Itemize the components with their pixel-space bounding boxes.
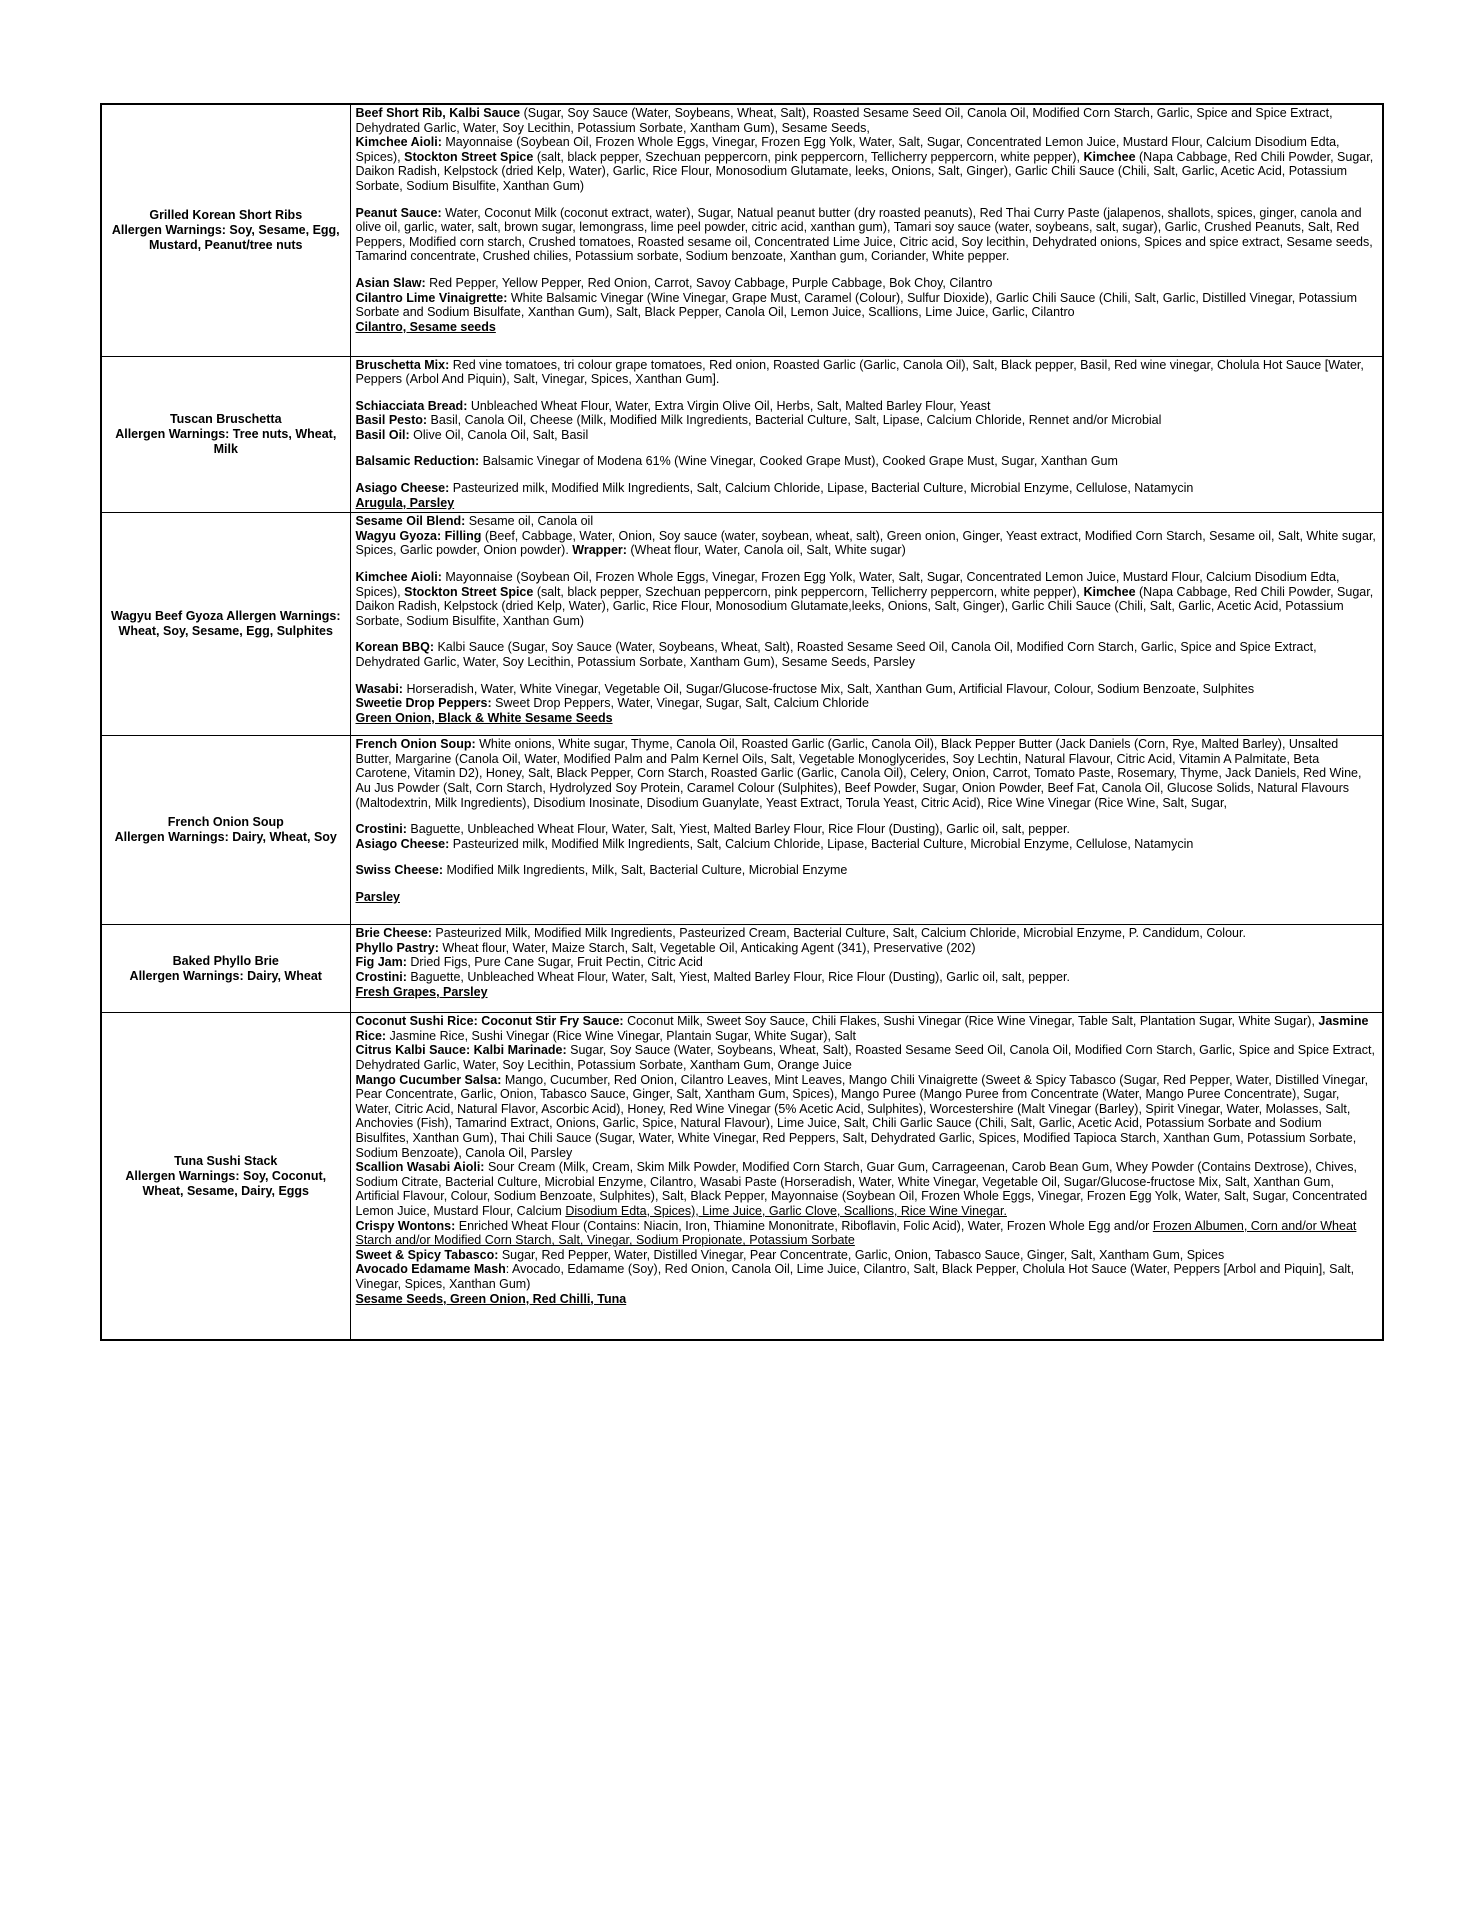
text-run: Fresh Grapes, Parsley: [355, 984, 488, 999]
text-run: Arugula, Parsley: [355, 495, 455, 510]
ingredient-paragraph: [356, 428, 1378, 443]
text-run: Baguette, Unbleached Wheat Flour, Water, Salt, Yiest, Malted Barley Flour, Rice Flour (Dusting), Garlic oil, salt, pepper.: [406, 970, 1070, 985]
dish-cell: [101, 356, 350, 513]
text-run: Brie Cheese:: [355, 926, 432, 941]
text-run: Sesame Oil Blend:: [355, 514, 466, 529]
text-run: Red vine tomatoes, tri colour grape tomatoes, Red onion, Roasted Garlic (Garlic, Canola Oil), Salt, Black pepper, Basil, Red wine vinegar, Cholula Hot Sauce [Water, Peppers (Arbol And Piquin), Salt, Vinegar, Spices, Xanthan Gum].: [355, 357, 1364, 387]
dish-allergens: Allergen Warnings: Soy, Coconut, Wheat, Sesame, Dairy, Eggs: [125, 1168, 327, 1198]
ingredient-paragraph: [356, 1248, 1378, 1263]
text-run: Basil, Canola Oil, Cheese (Milk, Modified Milk Ingredients, Bacterial Culture, Salt, Lipase, Calcium Chloride, Rennet and/or Microbial: [427, 413, 1162, 428]
ingredient-paragraph: [356, 1014, 1378, 1043]
ingredient-paragraph: [356, 291, 1378, 320]
text-run: Sugar, Red Pepper, Water, Distilled Vinegar, Pear Concentrate, Garlic, Onion, Tabasco Sauce, Ginger, Salt, Xantham Gum, Spices: [498, 1247, 1225, 1262]
ingredient-paragraph: [356, 135, 1378, 193]
text-run: Green Onion, Black & White Sesame Seeds: [355, 710, 613, 725]
dish-cell: [101, 736, 350, 925]
text-run: (Napa Cabbage, Red Chili Powder, Sugar, Daikon Radish, Kelpstock (dried Kelp, Water), Garlic, Rice Flour, Monosodium Glutamate,leeks, Onions, Salt, Ginger), Garlic Chili Sauce (Chili, Salt, Garlic, Acetic Acid, Potassium Sorbate, Sodium Bisulfite, Xanthan Gum): [355, 584, 1374, 628]
text-run: (Wheat flour, Water, Canola oil, Salt, White sugar): [626, 543, 906, 558]
text-run: Schiacciata Bread:: [355, 398, 468, 413]
ingredient-paragraph: [356, 1073, 1378, 1161]
text-run: Water, Coconut Milk (coconut extract, water), Sugar, Natual peanut butter (dry roasted peanuts), Red Thai Curry Paste (jalapenos, shallots, spices, ginger, canola and olive oil, garlic, water, salt, brown sugar, lemongrass, lime peel powder, citric acid, xanthan gum), Tamari soy sauce (water, soybeans, salt, sugar), Garlic, Crushed Peanuts, Salt, Red Peppers, Modified corn starch, Crushed tomatoes, Roasted sesame oil, Concentrated Lime Juice, Citric acid, Soy lecithin, Dehydrated onions, Spices and spice extract, Sesame seeds, Tamarind concentrate, Crushed chilies, Potassium sorbate, Sodium benzoate, Xanthan gum, Coriander, White pepper.: [355, 205, 1373, 264]
text-run: Sesame oil, Canola oil: [465, 514, 594, 529]
text-run: Jasmine Rice, Sushi Vinegar (Rice Wine Vinegar, Plantain Sugar, White Sugar), Salt: [386, 1028, 856, 1043]
menu-row: [101, 104, 1383, 356]
ingredient-paragraph: [356, 1292, 1378, 1307]
text-run: Unbleached Wheat Flour, Water, Extra Virgin Olive Oil, Herbs, Salt, Malted Barley Flour, Yeast: [467, 398, 991, 413]
text-run: Crostini:: [355, 822, 407, 837]
ingredient-paragraph: [356, 413, 1378, 428]
dish-cell: [101, 104, 350, 356]
ingredient-paragraph: [356, 890, 1378, 905]
ingredient-paragraph: [356, 481, 1378, 496]
text-run: Wagyu Gyoza: Filling: [355, 528, 482, 543]
text-run: Wrapper:: [572, 543, 627, 558]
text-run: : Avocado, Edamame (Soy), Red Onion, Canola Oil, Lime Juice, Cilantro, Salt, Black Pepper, Cholula Hot Sauce (Water, Peppers [Arbol and Piquin], Salt, Vinegar, Spices, Xanthan Gum): [355, 1262, 1355, 1291]
ingredient-paragraph: [356, 737, 1378, 810]
ingredient-paragraph: [356, 570, 1378, 628]
ingredient-paragraph: [356, 1219, 1378, 1248]
text-run: Disodium Edta, Spices), Lime Juice, Garlic Clove, Scallions, Rice Wine Vinegar.: [565, 1203, 1007, 1218]
ingredient-paragraph: [356, 837, 1378, 852]
text-run: Mango, Cucumber, Red Onion, Cilantro Leaves, Mint Leaves, Mango Chili Vinaigrette (Sweet & Spicy Tabasco (Sugar, Red Pepper, Water, Distilled Vinegar, Pear Concentrate, Garlic, Onion, Tabasco Sauce, Ginger, Salt, Xantham Gum, Spices), Mango Puree (Mango Puree from Concentrate (Water, Mango Puree Concentrate), Sugar, Water, Citric Acid, Natural Flavor, Ascorbic Acid), Honey, Red Wine Vinegar (5% Acetic Acid, Sulphites), Worcestershire (Malt Vinegar (Barley), Spirit Vinegar, Water, Molasses, Salt, Anchovies (Fish), Tamarind Extract, Onions, Garlic, Spice, Natural Flavour), Lime Juice, Salt, Chili Garlic Sauce (Chili, Salt, Garlic, Acetic Acid, Potassium Sorbate and Sodium Bisulfites, Xanthan Gum), Thai Chili Sauce (Sugar, Water, White Vinegar, Red Peppers, Salt, Dehydrated Garlic, Spices, Modified Tapioca Starch, Xanthan Gum, Potassium Sorbate, Sodium Benzoate), Canola Oil, Parsley: [355, 1072, 1369, 1160]
ingredients-cell: [350, 356, 1383, 513]
text-run: Mayonnaise (Soybean Oil, Frozen Whole Eggs, Vinegar, Frozen Egg Yolk, Water, Salt, Sugar, Concentrated Lemon Juice, Mustard Flour, Calcium Disodium Edta, Spices),: [355, 135, 1340, 164]
ingredient-paragraph: [356, 454, 1378, 469]
ingredient-paragraph: [356, 399, 1378, 414]
text-run: (salt, black pepper, Szechuan peppercorn, pink peppercorn, Tellicherry peppercorn, white pepper),: [533, 149, 1084, 164]
text-run: Peanut Sauce:: [355, 205, 442, 220]
dish-allergens: Allergen Warnings: Soy, Sesame, Egg, Mustard, Peanut/tree nuts: [111, 222, 340, 252]
text-run: (salt, black pepper, Szechuan peppercorn, pink peppercorn, Tellicherry peppercorn, white pepper),: [533, 584, 1084, 599]
text-run: Sugar, Soy Sauce (Water, Soybeans, Wheat, Salt), Roasted Sesame Seed Oil, Canola Oil, Modified Corn Starch, Garlic, Spice and Spice Extract, Dehydrated Garlic, Water, Soy Lecithin, Potassium Sorbate, Xantham Gum, Orange Juice: [355, 1043, 1375, 1073]
ingredient-paragraph: [356, 926, 1378, 941]
menu-row: [101, 356, 1383, 513]
text-run: Coconut Milk, Sweet Soy Sauce, Chili Flakes, Sushi Vinegar (Rice Wine Vinegar, Table Salt, Plantation Sugar, White Sugar),: [623, 1014, 1319, 1029]
ingredient-paragraph: [356, 640, 1378, 669]
dish-cell: [101, 925, 350, 1013]
ingredient-paragraph: [356, 276, 1378, 291]
ingredient-paragraph: [356, 941, 1378, 956]
text-run: Mayonnaise (Soybean Oil, Frozen Whole Eggs, Vinegar, Frozen Egg Yolk, Water, Salt, Sugar, Concentrated Lemon Juice, Mustard Flour, Calcium Disodium Edta, Spices),: [355, 570, 1340, 599]
dish-name: Grilled Korean Short Ribs: [149, 207, 303, 222]
text-run: Coconut Sushi Rice: Coconut Stir Fry Sauce:: [355, 1014, 624, 1029]
text-run: Mango Cucumber Salsa:: [355, 1072, 502, 1087]
text-run: Swiss Cheese:: [355, 863, 444, 878]
ingredients-cell: [350, 513, 1383, 736]
menu-table-body: [101, 104, 1383, 1340]
dish-cell: [101, 513, 350, 736]
text-run: Citrus Kalbi Sauce: Kalbi Marinade:: [355, 1043, 567, 1058]
dish-allergens: Allergen Warnings: Dairy, Wheat: [129, 968, 322, 983]
text-run: Frozen Albumen, Corn and/or Wheat Starch and/or Modified Corn Starch, Salt, Vinegar, Sodium Propionate, Potassium Sorbate: [355, 1218, 1357, 1248]
ingredient-paragraph: [356, 514, 1378, 529]
ingredient-paragraph: [356, 206, 1378, 264]
text-run: Balsamic Vinegar of Modena 61% (Wine Vinegar, Cooked Grape Must), Cooked Grape Must, Sugar, Xanthan Gum: [479, 454, 1118, 469]
dish-name: Tuna Sushi Stack: [174, 1153, 278, 1168]
dish-allergens: Allergen Warnings: Tree nuts, Wheat, Milk: [115, 426, 337, 456]
dish-cell: [101, 1013, 350, 1340]
text-run: Wasabi:: [355, 681, 403, 696]
text-run: Asiago Cheese:: [355, 481, 450, 496]
dish-name: French Onion Soup: [167, 815, 284, 830]
ingredient-paragraph: [356, 985, 1378, 1000]
text-run: Parsley: [355, 890, 400, 904]
dish-allergens: Allergen Warnings: Wheat, Soy, Sesame, Egg, Sulphites: [118, 609, 341, 639]
menu-row: [101, 513, 1383, 736]
menu-row: [101, 1013, 1383, 1340]
text-run: Red Pepper, Yellow Pepper, Red Onion, Carrot, Savoy Cabbage, Purple Cabbage, Bok Choy, Cilantro: [425, 275, 993, 290]
ingredient-paragraph: [356, 320, 1378, 335]
text-run: Asiago Cheese:: [355, 836, 450, 851]
ingredient-paragraph: [356, 682, 1378, 697]
text-run: Basil Oil:: [355, 427, 410, 442]
text-run: Asian Slaw:: [355, 275, 426, 290]
text-run: Kimchee Aioli:: [355, 135, 442, 150]
dish-allergens: Allergen Warnings: Dairy, Wheat, Soy: [114, 830, 337, 845]
text-run: Kalbi Sauce (Sugar, Soy Sauce (Water, Soybeans, Wheat, Salt), Roasted Sesame Seed Oil, Canola Oil, Modified Corn Starch, Garlic, Spice and Spice Extract, Dehydrated Garlic, Water, Soy Lecithin, Potassium Sorbate, Xantham Gum), Sesame Seeds, Parsley: [355, 640, 1317, 669]
dish-name: Wagyu Beef Gyoza: [111, 609, 224, 624]
ingredient-paragraph: [356, 1160, 1378, 1218]
ingredient-paragraph: [356, 496, 1378, 511]
ingredient-paragraph: [356, 106, 1378, 135]
text-run: (Sugar, Soy Sauce (Water, Soybeans, Wheat, Salt), Roasted Sesame Seed Oil, Canola Oil, Modified Corn Starch, Garlic, Spice and Spice Extract, Dehydrated Garlic, Water, Soy Lecithin, Potassium Sorbate, Xantham Gum), Sesame Seeds,: [355, 106, 1333, 135]
text-run: Baguette, Unbleached Wheat Flour, Water, Salt, Yiest, Malted Barley Flour, Rice Flour (Dusting), Garlic oil, salt, pepper.: [406, 822, 1070, 837]
text-run: Sour Cream (Milk, Cream, Skim Milk Powder, Modified Corn Starch, Guar Gum, Carrageenan, Carob Bean Gum, Whey Powder (Contains Dextrose), Chives, Sodium Citrate, Bacterial Culture, Microbial Enzyme, Cilantro, Wasabi Paste (Horseradish, Water, White Vinegar, Vegetable Oil, Sugar/Glucose-fructose Mix, Salt, Xanthan Gum, Artificial Flavour, Colour, Sodium Benzoate, Sulphites), Salt, Black Pepper, Mayonnaise (Soybean Oil, Frozen Whole Eggs, Vinegar, Frozen Egg Yolk, Water, Salt, Sugar, Concentrated Lemon Juice, Mustard Flour, Calcium: [355, 1160, 1368, 1218]
ingredient-paragraph: [356, 711, 1378, 726]
text-run: Basil Pesto:: [355, 413, 428, 428]
text-run: Dried Figs, Pure Cane Sugar, Fruit Pectin, Citric Acid: [406, 955, 703, 970]
text-run: Balsamic Reduction:: [355, 454, 480, 469]
text-run: Jasmine Rice:: [355, 1014, 1369, 1043]
text-run: Pasteurized milk, Modified Milk Ingredients, Salt, Calcium Chloride, Lipase, Bacterial Culture, Microbial Enzyme, Cellulose, Natamycin: [449, 481, 1194, 496]
text-run: Bruschetta Mix:: [355, 357, 450, 372]
ingredient-paragraph: [356, 822, 1378, 837]
text-run: Beef Short Rib, Kalbi Sauce: [355, 106, 524, 120]
text-run: Modified Milk Ingredients, Milk, Salt, Bacterial Culture, Microbial Enzyme: [443, 863, 848, 878]
ingredient-paragraph: [356, 863, 1378, 878]
text-run: Fig Jam:: [355, 955, 407, 970]
ingredient-paragraph: [356, 529, 1378, 558]
ingredients-cell: [350, 104, 1383, 356]
text-run: Olive Oil, Canola Oil, Salt, Basil: [409, 427, 589, 442]
text-run: Stockton Street Spice: [404, 149, 534, 164]
text-run: Pasteurized Milk, Modified Milk Ingredients, Pasteurized Cream, Bacterial Culture, Salt, Calcium Chloride, Microbial Enzyme, P. Candidum, Colour.: [431, 926, 1246, 941]
menu-row: [101, 925, 1383, 1013]
text-run: Kimchee Aioli:: [355, 570, 442, 585]
allergen-menu-table: [100, 103, 1384, 1341]
ingredient-paragraph: [356, 955, 1378, 970]
text-run: Avocado Edamame Mash: [355, 1262, 506, 1277]
dish-name: Baked Phyllo Brie: [172, 953, 279, 968]
menu-row: [101, 736, 1383, 925]
text-run: Wheat flour, Water, Maize Starch, Salt, Vegetable Oil, Anticaking Agent (341), Preservative (202): [438, 940, 976, 955]
text-run: Sesame Seeds, Green Onion, Red Chilli, Tuna: [355, 1291, 627, 1306]
ingredients-cell: [350, 1013, 1383, 1340]
text-run: (Beef, Cabbage, Water, Onion, Soy sauce (water, soybean, wheat, salt), Green onion, Ginger, Yeast extract, Modified Corn Starch, Sesame oil, Salt, White sugar, Spices, Garlic powder, Onion powder).: [355, 528, 1376, 558]
ingredient-paragraph: [356, 358, 1378, 387]
text-run: Sweet & Spicy Tabasco:: [355, 1247, 499, 1262]
dish-title-allergens: [111, 609, 341, 639]
ingredients-cell: [350, 925, 1383, 1013]
text-run: White Balsamic Vinegar (Wine Vinegar, Grape Must, Caramel (Colour), Sulfur Dioxide), Garlic Chili Sauce (Chili, Salt, Garlic, Distilled Vinegar, Potassium Sorbate and Sodium Bisulfate, Xanthan Gum), Salt, Black Pepper, Canola Oil, Lemon Juice, Scallions, Lime Juice, Garlic, Cilantro: [355, 290, 1358, 320]
text-run: Crostini:: [355, 970, 407, 985]
text-run: White onions, White sugar, Thyme, Canola Oil, Roasted Garlic (Garlic, Canola Oil), Black Pepper Butter (Jack Daniels (Corn, Rye, Malted Barley), Unsalted Butter, Margarine (Canola Oil, Water, Modified Palm and Palm Kernel Oils, Salt, Vegetable Monoglycerides, Soy Lechtin, Natural Flavour, Citric Acid, Vitamin A Palmitate, Beta Carotene, Vitamin D2), Honey, Salt, Black Pepper, Corn Starch, Roasted Garlic (Garlic, Canola Oil), Celery, Onion, Carrot, Tomato Paste, Rosemary, Thyme, Jack Daniels, Red Wine, Au Jus Powder (Salt, Corn Starch, Hydrolyzed Soy Protein, Caramel Colour (Sulphites), Beef Powder, Sugar, Onion Powder, Beef Fat, Canola Oil, Glucose Solids, Natural Flavours (Maltodextrin, Milk Ingredients), Disodium Inosinate, Disodium Guanylate, Yeast Extract, Torula Yeast, Citric Acid), Rice Wine Vinegar (Rice Wine, Salt, Sugar,: [355, 737, 1362, 810]
text-run: Cilantro Lime Vinaigrette:: [355, 290, 508, 305]
text-run: Sweetie Drop Peppers:: [355, 696, 492, 711]
text-run: Kimchee: [1083, 149, 1136, 164]
text-run: Scallion Wasabi Aioli:: [355, 1160, 485, 1175]
text-run: Horseradish, Water, White Vinegar, Vegetable Oil, Sugar/Glucose-fructose Mix, Salt, Xanthan Gum, Artificial Flavour, Colour, Sodium Benzoate, Sulphites: [402, 681, 1255, 696]
text-run: Sweet Drop Peppers, Water, Vinegar, Sugar, Salt, Calcium Chloride: [491, 696, 869, 711]
text-run: Enriched Wheat Flour (Contains: Niacin, Iron, Thiamine Mononitrate, Riboflavin, Folic Acid), Water, Frozen Whole Egg and/or: [455, 1218, 1153, 1233]
ingredient-paragraph: [356, 970, 1378, 985]
ingredients-cell: [350, 736, 1383, 925]
dish-name: Tuscan Bruschetta: [169, 411, 282, 426]
text-run: Korean BBQ:: [355, 640, 434, 655]
text-run: Cilantro, Sesame seeds: [355, 319, 496, 334]
text-run: Kimchee: [1083, 584, 1136, 599]
text-run: (Napa Cabbage, Red Chili Powder, Sugar, Daikon Radish, Kelpstock (dried Kelp, Water), Garlic, Rice Flour, Monosodium Glutamate, leeks, Onions, Salt, Ginger), Garlic Chili Sauce (Chili, Salt, Garlic, Acetic Acid, Potassium Sorbate, Sodium Bisulfite, Xanthan Gum): [355, 149, 1374, 193]
text-run: Stockton Street Spice: [404, 584, 534, 599]
text-run: French Onion Soup:: [355, 737, 476, 752]
text-run: Pasteurized milk, Modified Milk Ingredients, Salt, Calcium Chloride, Lipase, Bacterial Culture, Microbial Enzyme, Cellulose, Natamycin: [449, 836, 1194, 851]
ingredient-paragraph: [356, 1043, 1378, 1072]
ingredient-paragraph: [356, 1262, 1378, 1291]
ingredient-paragraph: [356, 696, 1378, 711]
text-run: Phyllo Pastry:: [355, 940, 439, 955]
text-run: Crispy Wontons:: [355, 1218, 456, 1233]
